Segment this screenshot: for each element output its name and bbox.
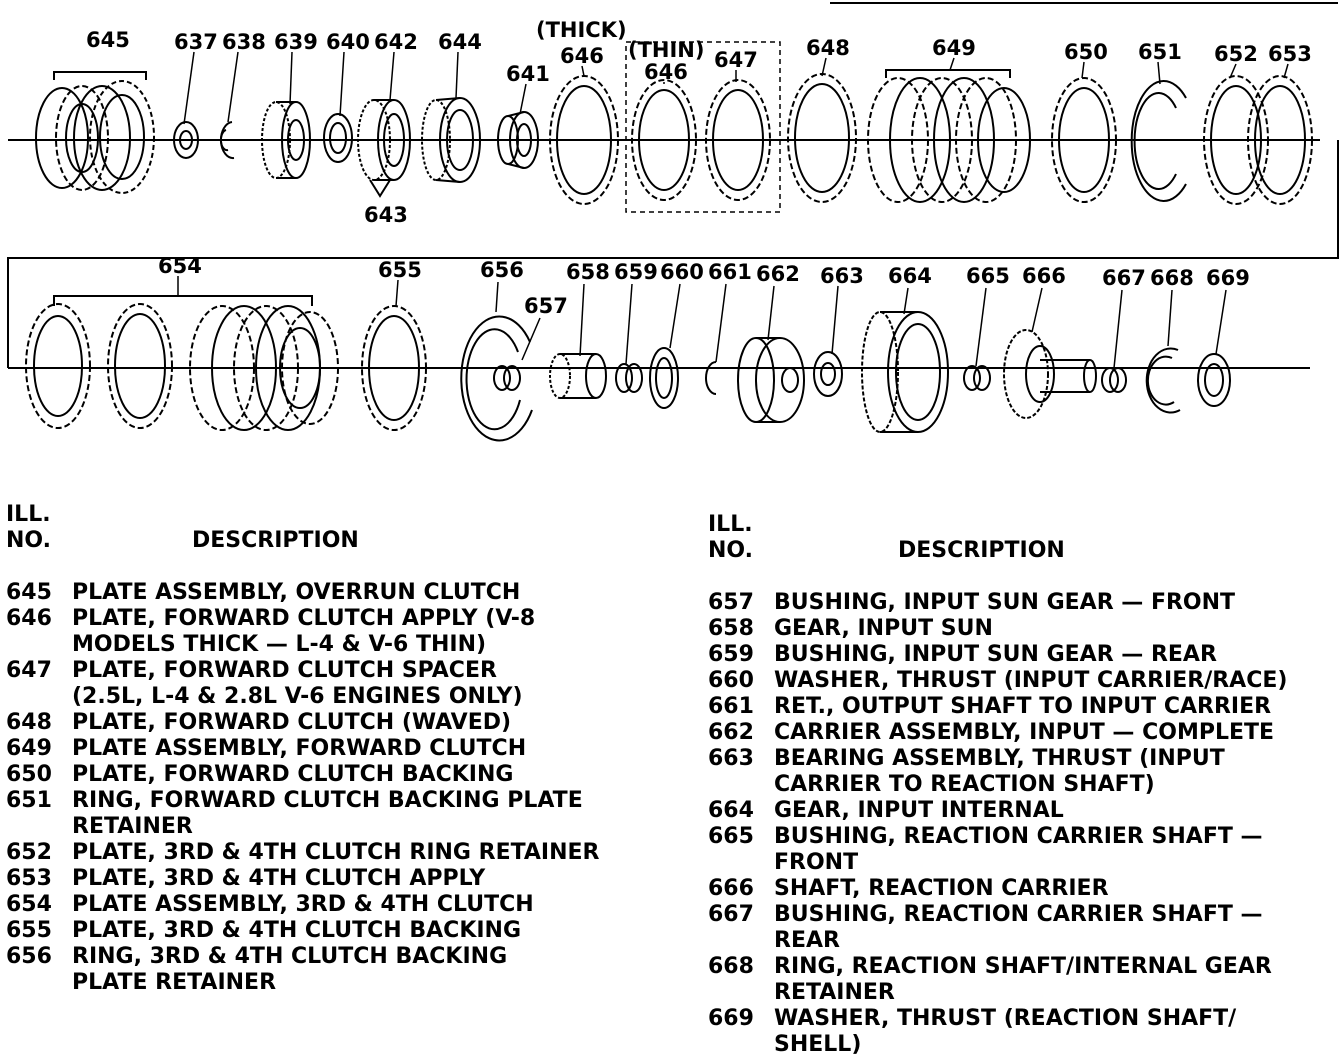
part-640-bushing [324,114,352,162]
legend-item-text: PLATE, FORWARD CLUTCH BACKING [72,762,514,787]
callout-639: 639 [274,30,318,54]
header-ill: ILL. [6,502,51,527]
callout-656: 656 [480,258,524,282]
callout-652: 652 [1214,42,1258,66]
legend-item-no: 664 [708,798,754,823]
legend-item-no: 665 [708,824,754,849]
legend-item-no: 666 [708,876,754,901]
legend-row [6,710,656,736]
callout-663: 663 [820,264,864,288]
legend-row [708,824,1338,876]
callout-665: 665 [966,264,1010,288]
part-665-bushing-front [964,366,990,390]
callout-660: 660 [660,260,704,284]
legend-row [6,944,656,996]
legend-row [708,590,1338,616]
legend-row [708,876,1338,902]
legend-item-text: PLATE, 3RD & 4TH CLUTCH RING RETAINER [72,840,600,865]
legend-item-no: 663 [708,746,754,771]
callout-641: 641 [506,62,550,86]
legend-item-no: 661 [708,694,754,719]
part-666-reaction-carrier-shaft [1004,330,1096,418]
legend-item-no: 660 [708,668,754,693]
callout-661: 661 [708,260,752,284]
legend-row [6,658,656,710]
legend-item-text: GEAR, INPUT SUN [774,616,993,641]
legend-item-text: RING, 3RD & 4TH CLUTCH BACKING PLATE RETAINER [72,944,508,995]
legend-item-no: 655 [6,918,52,943]
legend-row [708,954,1338,1006]
callout-659: 659 [614,260,658,284]
legend-item-no: 656 [6,944,52,969]
legend-item-no: 652 [6,840,52,865]
legend-row [708,746,1338,798]
callout-640: 640 [326,30,370,54]
part-648-forward-clutch-waved [788,74,856,202]
part-654-3rd-4th-clutch-plates [26,296,338,430]
legend-item-text: PLATE ASSEMBLY, FORWARD CLUTCH [72,736,527,761]
callout-thick: (THICK) [536,18,627,42]
legend-item-text: BUSHING, INPUT SUN GEAR — FRONT [774,590,1236,615]
legend-row [708,1006,1338,1058]
legend-item-text: PLATE ASSEMBLY, OVERRUN CLUTCH [72,580,521,605]
legend-row [6,892,656,918]
callout-649: 649 [932,36,976,60]
callout-650: 650 [1064,40,1108,64]
legend-item-text: PLATE ASSEMBLY, 3RD & 4TH CLUTCH [72,892,534,917]
callout-642: 642 [374,30,418,54]
legend-row [708,720,1338,746]
header-ill: ILL. [708,512,753,537]
header-no: NO. [708,538,753,563]
legend-item-no: 648 [6,710,52,735]
legend-item-text: BUSHING, INPUT SUN GEAR — REAR [774,642,1217,667]
header-no: NO. [6,528,51,553]
callout-662: 662 [756,262,800,286]
callout-645: 645 [86,28,130,52]
callout-667: 667 [1102,266,1146,290]
header-description: DESCRIPTION [192,528,359,553]
callout-thin: (THIN) [628,38,705,62]
legend-item-no: 668 [708,954,754,979]
callout-644: 644 [438,30,482,54]
row-connector-line [8,140,1338,368]
legend-left-column [6,502,656,996]
legend-item-text: PLATE, 3RD & 4TH CLUTCH BACKING [72,918,522,943]
legend-row [708,668,1338,694]
legend-row [6,736,656,762]
legend-row [6,840,656,866]
callout-664: 664 [888,264,932,288]
callout-643: 643 [364,203,408,227]
callout-658: 658 [566,260,610,284]
legend-item-no: 667 [708,902,754,927]
legend-item-text: PLATE, FORWARD CLUTCH (WAVED) [72,710,512,735]
callout-657: 657 [524,294,568,318]
part-669-thrust-washer [1198,354,1230,406]
callout-668: 668 [1150,266,1194,290]
part-664-input-internal-gear [862,312,948,432]
part-657-bushing-front [494,366,520,390]
legend-item-no: 645 [6,580,52,605]
legend-row [708,616,1338,642]
legend-item-no: 657 [708,590,754,615]
legend-row [708,798,1338,824]
legend-row [6,788,656,840]
legend-item-no: 654 [6,892,52,917]
legend-item-text: RET., OUTPUT SHAFT TO INPUT CARRIER [774,694,1272,719]
callout-646-thick: 646 [560,44,604,68]
legend-right-column [708,512,1338,1058]
legend-item-no: 669 [708,1006,754,1031]
part-658-input-sun-gear [550,354,606,398]
exploded-parts-diagram [0,0,1344,470]
legend-right-header [708,512,1338,590]
legend-row [708,902,1338,954]
legend-row [6,918,656,944]
part-668-retainer-ring [1147,348,1180,412]
callout-646-thin: 646 [644,60,688,84]
legend-item-text: SHAFT, REACTION CARRIER [774,876,1109,901]
legend-item-text: WASHER, THRUST (INPUT CARRIER/RACE) [774,668,1288,693]
legend-row [6,606,656,658]
part-656-backing-plate-retainer-ring [461,316,532,440]
callout-651: 651 [1138,40,1182,64]
callout-655: 655 [378,258,422,282]
legend-row [6,762,656,788]
callout-666: 666 [1022,264,1066,288]
legend-row [6,580,656,606]
legend-item-text: PLATE, FORWARD CLUTCH APPLY (V-8 MODELS THICK — L-4 & V-6 THIN) [72,606,536,657]
legend-row [708,642,1338,668]
legend-item-text: CARRIER ASSEMBLY, INPUT — COMPLETE [774,720,1275,745]
callout-648: 648 [806,36,850,60]
part-662-input-carrier [738,338,804,422]
part-663-thrust-bearing [814,352,842,396]
legend-item-no: 650 [6,762,52,787]
legend-item-text: WASHER, THRUST (REACTION SHAFT/ SHELL) [774,1006,1237,1057]
header-description: DESCRIPTION [898,538,1065,563]
part-649-forward-clutch-plates [868,70,1030,202]
callout-647: 647 [714,48,758,72]
part-661-retainer [706,362,716,394]
legend-item-text: BUSHING, REACTION CARRIER SHAFT — REAR [774,902,1263,953]
header-ill-no [708,512,753,564]
legend-item-text: PLATE, FORWARD CLUTCH SPACER (2.5L, L-4 & 2.8L V-6 ENGINES ONLY) [72,658,523,709]
legend-item-no: 653 [6,866,52,891]
legend-item-no: 659 [708,642,754,667]
legend-item-no: 646 [6,606,52,631]
legend-row [6,866,656,892]
legend-item-text: GEAR, INPUT INTERNAL [774,798,1064,823]
legend-item-text: BEARING ASSEMBLY, THRUST (INPUT CARRIER TO REACTION SHAFT) [774,746,1225,797]
legend-item-no: 649 [6,736,52,761]
legend-item-no: 647 [6,658,52,683]
part-667-bushing-rear [1102,368,1126,392]
legend-item-text: BUSHING, REACTION CARRIER SHAFT — FRONT [774,824,1263,875]
callout-654: 654 [158,254,202,278]
callout-637: 637 [174,30,218,54]
legend-item-text: RING, FORWARD CLUTCH BACKING PLATE RETAINER [72,788,583,839]
header-ill-no [6,502,51,554]
legend-item-no: 651 [6,788,52,813]
legend-row [708,694,1338,720]
callout-669: 669 [1206,266,1250,290]
part-645-overrun-clutch-plates [36,72,154,193]
legend-item-text: PLATE, 3RD & 4TH CLUTCH APPLY [72,866,486,891]
callout-653: 653 [1268,42,1312,66]
legend-left-header [6,502,656,580]
callout-638: 638 [222,30,266,54]
legend-item-no: 658 [708,616,754,641]
part-642-sprag-assembly [358,100,410,196]
legend-item-text: RING, REACTION SHAFT/INTERNAL GEAR RETAINER [774,954,1272,1005]
legend-item-no: 662 [708,720,754,745]
part-660-thrust-washer [650,348,678,408]
